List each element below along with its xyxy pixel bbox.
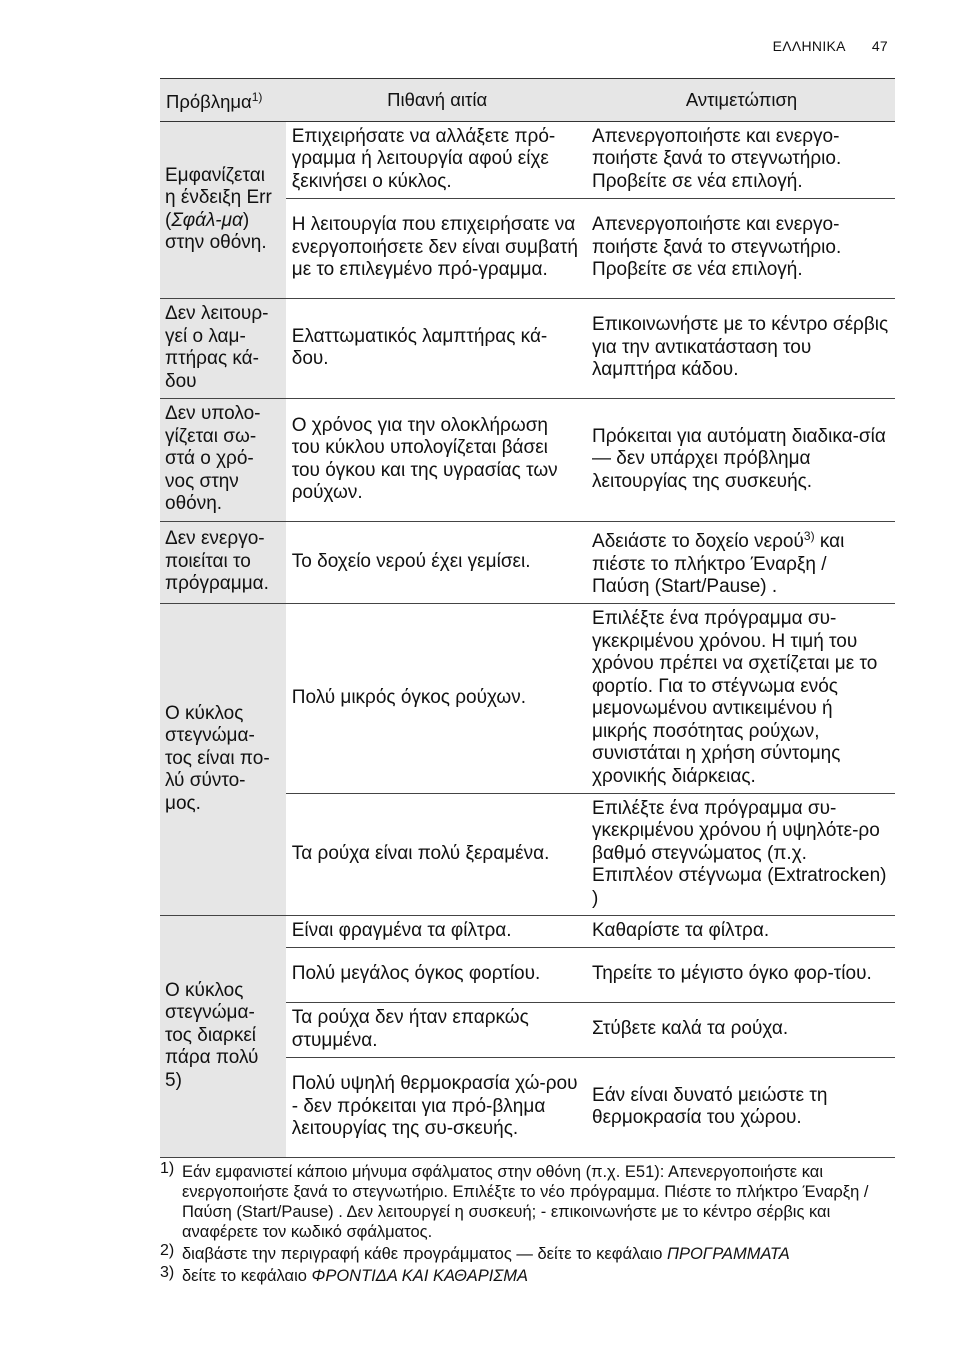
remedy-cell: Αδειάστε το δοχείο νερού$^{3)}$ και πιέστε το πλήκτρο Έναρξη / Παύση (Start/Pause) .	[587, 521, 895, 603]
page-number: 47	[871, 38, 888, 54]
footnote-text: δείτε το κεφάλαιο ΦΡΟΝΤΙΔΑ ΚΑΙ ΚΑΘΑΡΙΣΜΑ	[182, 1267, 529, 1285]
remedy-cell: Εάν είναι δυνατό μειώστε τη θερμοκρασία του χώρου.	[587, 1057, 895, 1157]
cause-cell: Τα ρούχα είναι πολύ ξεραμένα.	[286, 793, 587, 915]
header-remedy: Αντιμετώπιση	[587, 79, 895, 122]
troubleshooting-table	[160, 78, 895, 1158]
footnote-mark: 3)	[160, 1264, 175, 1281]
remedy-cell: Τηρείτε το μέγιστο όγκο φορ-τίου.	[587, 947, 895, 1002]
footnote-ref: 3)	[803, 529, 815, 544]
footnote-item	[160, 1244, 895, 1264]
cause-cell: Ο χρόνος για την ολοκλήρωση του κύκλου υπολογίζεται βάσει του όγκου και της υγρασίας των ρούχων.	[286, 398, 587, 521]
table-row	[160, 121, 895, 198]
footnote-text: Εάν εμφανιστεί κάποιο μήνυμα σφάλματος στην οθόνη (π.χ. E51): Απενεργοποιήστε και ενεργοποιήστε ξανά το στεγνωτήριο. Επιλέξτε το νέο πρόγραμμα. Πιέστε το πλήκτρο Έναρξη / Παύση (Start/Pause) . Δεν λειτουργεί η συσκευή; - επικοινωνήστε με το κέντρο σέρβις και αναφέρετε τον κωδικό σφάλματος.	[182, 1163, 869, 1241]
footnote-mark: 2)	[160, 1242, 175, 1259]
cause-cell: Πολύ μεγάλος όγκος φορτίου.	[286, 947, 587, 1002]
problem-cell: Δεν λειτουρ-γεί ο λαμ-πτήρας κά-δου	[160, 298, 286, 398]
remedy-cell: Στύβετε καλά τα ρούχα.	[587, 1002, 895, 1057]
header-problem: Πρόβλημα$^{1)}$	[160, 79, 286, 122]
table-row	[160, 915, 895, 947]
remedy-cell: Επικοινωνήστε με το κέντρο σέρβις για την αντικατάσταση του λαμπτήρα κάδου.	[587, 298, 895, 398]
problem-cell: Ο κύκλος στεγνώμα-τος είναι πο-λύ σύντο-μος.	[160, 603, 286, 915]
footnote-ref: 5)	[165, 1069, 182, 1091]
problem-cell: Ο κύκλος στεγνώμα-τος διαρκεί πάρα πολύ 5)	[160, 915, 286, 1157]
footnote-mark: 1)	[160, 1160, 175, 1177]
table-row	[160, 603, 895, 793]
remedy-cell: Επιλέξτε ένα πρόγραμμα συ-γκεκριμένου χρόνου ή υψηλότε-ρο βαθμό στεγνώματος (π.χ. Επιπλέον στέγνωμα (Extratrocken) )	[587, 793, 895, 915]
cause-cell: Η λειτουργία που επιχειρήσατε να ενεργοποιήσετε δεν είναι συμβατή με το επιλεγμένο πρό-γραμμα.	[286, 198, 587, 298]
table-header-row	[160, 79, 895, 122]
error-code: E51	[624, 1163, 655, 1181]
remedy-cell: Καθαρίστε τα φίλτρα.	[587, 915, 895, 947]
footnote-ref: 1)	[251, 90, 263, 104]
table-row	[160, 521, 895, 603]
error-code: Err	[246, 187, 272, 208]
page-header	[773, 38, 888, 54]
remedy-cell: Επιλέξτε ένα πρόγραμμα συ-γκεκριμένου χρόνου. Η τιμή του χρόνου πρέπει να σχετίζεται με το φορτίο. Για το στέγνωμα ενός μεμονωμένου αντικειμένου ή μικρής ποσότητας ρούχων, συνιστάται η χρήση σύντομης χρονικής διάρκειας.	[587, 603, 895, 793]
footnote-item	[160, 1162, 895, 1242]
problem-cell: Δεν ενεργο-ποιείται το πρόγραμμα.	[160, 521, 286, 603]
cause-cell: Πολύ μικρός όγκος ρούχων.	[286, 603, 587, 793]
problem-cell: Εμφανίζεται η ένδειξη Err (Σφάλ-μα) στην οθόνη.	[160, 121, 286, 298]
header-cause: Πιθανή αιτία	[286, 79, 587, 122]
footnote-text: διαβάστε την περιγραφή κάθε προγράμματος — δείτε το κεφάλαιο ΠΡΟΓΡΑΜΜΑΤΑ	[182, 1245, 790, 1263]
table-row	[160, 398, 895, 521]
cause-cell: Είναι φραγμένα τα φίλτρα.	[286, 915, 587, 947]
remedy-cell: Απενεργοποιήστε και ενεργο-ποιήστε ξανά το στεγνωτήριο. Προβείτε σε νέα επιλογή.	[587, 198, 895, 298]
chapter-ref: ΠΡΟΓΡΑΜΜΑΤΑ	[667, 1245, 790, 1263]
cause-cell: Τα ρούχα δεν ήταν επαρκώς στυμμένα.	[286, 1002, 587, 1057]
chapter-ref: ΦΡΟΝΤΙΔΑ ΚΑΙ ΚΑΘΑΡΙΣΜΑ	[311, 1267, 529, 1285]
cause-cell: Πολύ υψηλή θερμοκρασία χώ-ρου - δεν πρόκειται για πρό-βλημα λειτουργίας της συ-σκευής.	[286, 1057, 587, 1157]
remedy-cell: Απενεργοποιήστε και ενεργο-ποιήστε ξανά το στεγνωτήριο. Προβείτε σε νέα επιλογή.	[587, 121, 895, 198]
language-label: ΕΛΛΗΝΙΚΑ	[772, 38, 846, 54]
cause-cell: Ελαττωματικός λαμπτήρας κά-δου.	[286, 298, 587, 398]
cause-cell: Επιχειρήσατε να αλλάξετε πρό-γραμμα ή λειτουργία αφού είχε ξεκινήσει ο κύκλος.	[286, 121, 587, 198]
cause-cell: Το δοχείο νερού έχει γεμίσει.	[286, 521, 587, 603]
footnote-item	[160, 1266, 895, 1286]
problem-cell: Δεν υπολο-γίζεται σω-στά ο χρό-νος στην οθόνη.	[160, 398, 286, 521]
footnotes	[160, 1162, 895, 1288]
table-row	[160, 298, 895, 398]
remedy-cell: Πρόκειται για αυτόματη διαδικα-σία — δεν υπάρχει πρόβλημα λειτουργίας της συσκευής.	[587, 398, 895, 521]
